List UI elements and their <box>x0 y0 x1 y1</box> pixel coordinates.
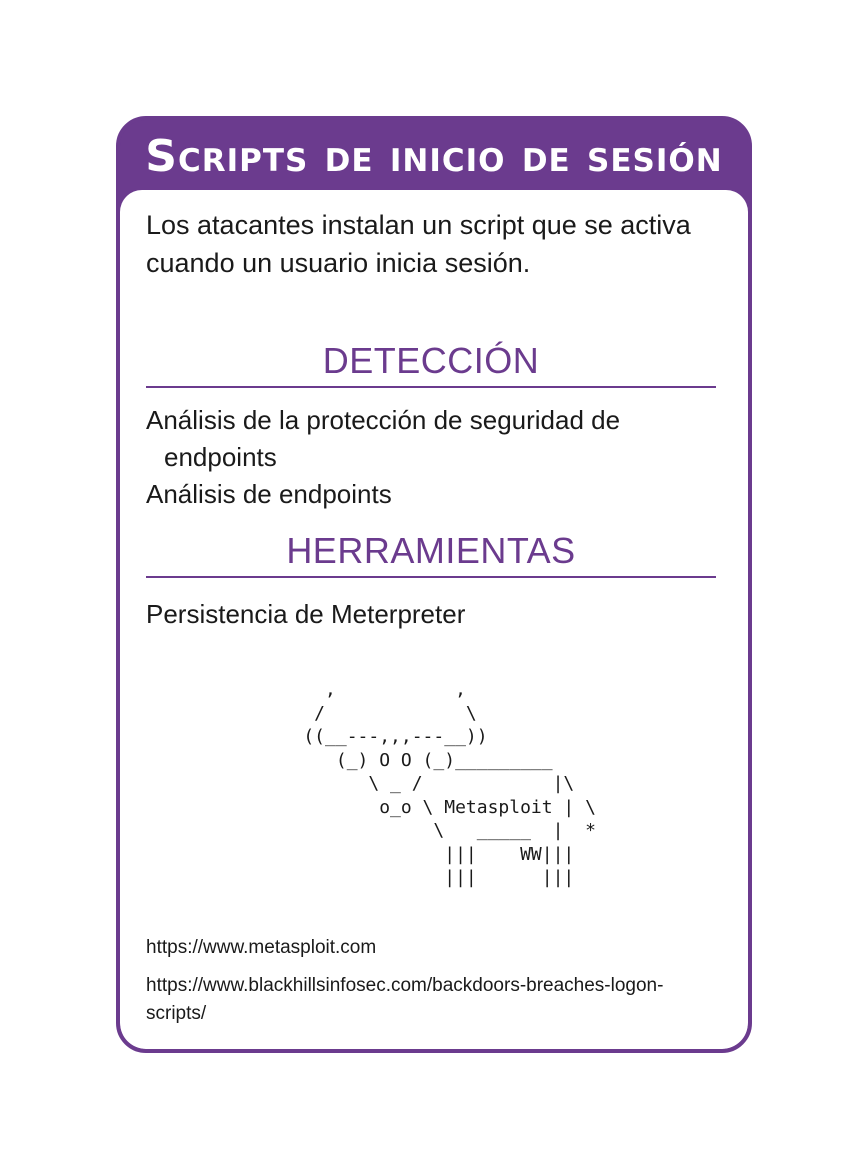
detection-item: Análisis de endpoints <box>146 479 392 509</box>
tools-heading: HERRAMIENTAS <box>146 530 716 578</box>
tool-item: Persistencia de Meterpreter <box>146 599 466 629</box>
card-description: Los atacantes instalan un script que se activa cuando un usuario inicia sesión. <box>146 210 691 278</box>
blackhills-link[interactable]: https://www.blackhillsinfosec.com/backdoors-breaches-logon-scripts/ <box>146 975 664 1024</box>
card-body <box>120 190 748 1049</box>
tools-list <box>146 596 722 633</box>
metasploit-link[interactable]: https://www.metasploit.com <box>146 937 377 958</box>
detection-list <box>146 402 722 513</box>
metasploit-ascii-art: , , / \ ((__---,,,---__)) (_) O O (_)_________ \ _ / |\ o_o \ Metasploit | \ \ _____ | * ||| WW||| ||| ||| <box>303 679 596 888</box>
card <box>116 116 752 1053</box>
reference-links <box>146 934 722 1038</box>
card-title: Scripts de inicio de sesión <box>145 131 723 182</box>
detection-heading: DETECCIÓN <box>146 340 716 388</box>
detection-item: Análisis de la protección de seguridad de endpoints <box>146 405 621 472</box>
